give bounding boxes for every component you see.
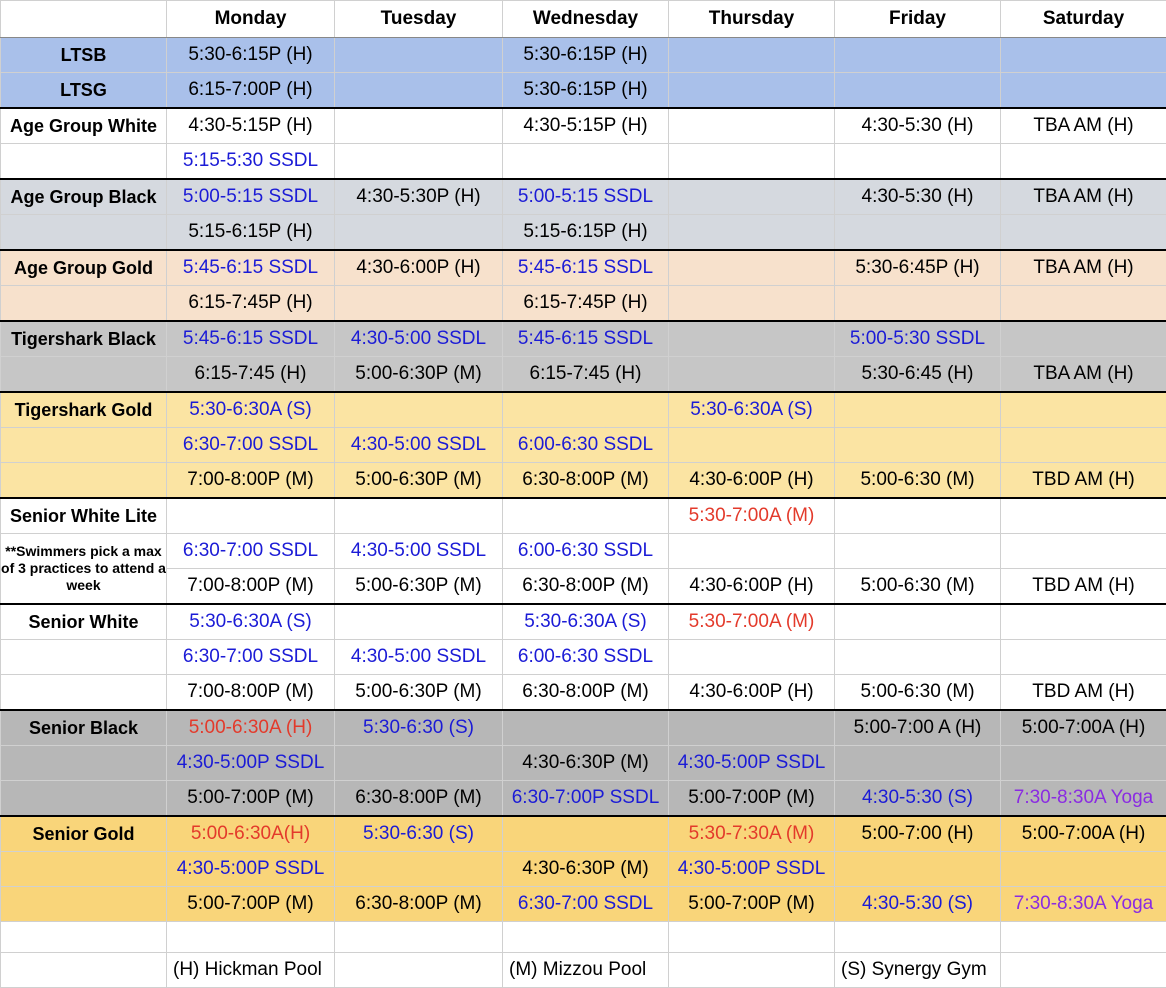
session-cell[interactable]: 5:00-7:00P (M) — [669, 781, 835, 817]
cell[interactable] — [835, 604, 1001, 640]
cell[interactable] — [335, 108, 503, 144]
session-cell[interactable]: 5:30-6:15P (H) — [503, 73, 669, 109]
schedule-row — [1, 463, 1166, 499]
cell[interactable] — [1, 463, 167, 499]
session-cell[interactable]: TBD AM (H) — [1001, 569, 1166, 605]
cell[interactable] — [835, 498, 1001, 534]
cell[interactable] — [1001, 215, 1166, 251]
session-cell[interactable]: 6:30-7:00 SSDL — [167, 534, 335, 569]
header-cell-monday[interactable]: Monday — [167, 1, 335, 38]
session-cell[interactable]: 5:00-6:30P (M) — [335, 675, 503, 711]
cell[interactable] — [1001, 428, 1166, 463]
session-cell[interactable]: 5:30-7:30A (M) — [669, 816, 835, 852]
session-cell[interactable]: 4:30-5:15P (H) — [167, 108, 335, 144]
session-cell[interactable]: 5:30-6:30A (S) — [669, 392, 835, 428]
session-cell[interactable]: 5:00-6:30 (M) — [835, 463, 1001, 499]
cell[interactable] — [167, 498, 335, 534]
cell[interactable] — [669, 73, 835, 109]
session-cell[interactable]: 4:30-5:00 SSDL — [335, 534, 503, 569]
cell[interactable] — [669, 710, 835, 746]
session-cell[interactable]: 4:30-5:30 (S) — [835, 781, 1001, 817]
header-cell-wednesday[interactable]: Wednesday — [503, 1, 669, 38]
session-cell[interactable]: 4:30-6:00P (H) — [669, 569, 835, 605]
cell[interactable] — [503, 710, 669, 746]
cell[interactable] — [669, 38, 835, 73]
group-label[interactable]: Senior Black — [1, 710, 167, 746]
session-cell[interactable]: 5:45-6:15 SSDL — [503, 321, 669, 357]
session-cell[interactable]: 4:30-6:00P (H) — [669, 675, 835, 711]
session-cell[interactable]: 5:15-5:30 SSDL — [167, 144, 335, 180]
session-cell[interactable]: TBA AM (H) — [1001, 250, 1166, 286]
session-cell[interactable]: 5:00-5:15 SSDL — [167, 179, 335, 215]
session-cell[interactable]: 5:00-6:30P (M) — [335, 569, 503, 605]
cell[interactable] — [669, 922, 835, 953]
header-cell-friday[interactable]: Friday — [835, 1, 1001, 38]
cell[interactable] — [669, 286, 835, 322]
cell[interactable] — [1001, 534, 1166, 569]
session-cell[interactable]: 5:30-6:45 (H) — [835, 357, 1001, 393]
cell[interactable] — [1001, 498, 1166, 534]
header-cell-saturday[interactable]: Saturday — [1001, 1, 1166, 38]
schedule-row — [1, 710, 1166, 746]
cell[interactable] — [835, 73, 1001, 109]
cell[interactable] — [835, 38, 1001, 73]
group-label[interactable]: Age Group Gold — [1, 250, 167, 286]
schedule-row — [1, 428, 1166, 463]
session-cell[interactable]: 6:15-7:45 (H) — [503, 357, 669, 393]
cell[interactable] — [1001, 321, 1166, 357]
session-cell[interactable]: 5:00-6:30P (M) — [335, 463, 503, 499]
session-cell[interactable]: 5:45-6:15 SSDL — [167, 321, 335, 357]
cell[interactable] — [1, 675, 167, 711]
schedule-row — [1, 215, 1166, 251]
cell[interactable] — [1001, 144, 1166, 180]
session-cell[interactable]: 4:30-6:30P (M) — [503, 746, 669, 781]
group-label[interactable]: Senior White — [1, 604, 167, 640]
session-cell[interactable]: 6:00-6:30 SSDL — [503, 534, 669, 569]
cell[interactable] — [669, 321, 835, 357]
session-cell[interactable]: 4:30-5:00P SSDL — [167, 746, 335, 781]
session-cell[interactable]: 5:00-7:00A (H) — [1001, 710, 1166, 746]
schedule-row — [1, 675, 1166, 711]
header-cell-tuesday[interactable]: Tuesday — [335, 1, 503, 38]
cell[interactable] — [503, 922, 669, 953]
schedule-row — [1, 604, 1166, 640]
session-cell[interactable]: TBA AM (H) — [1001, 357, 1166, 393]
schedule-row — [1, 816, 1166, 852]
cell[interactable] — [335, 498, 503, 534]
schedule-row — [1, 852, 1166, 887]
session-cell[interactable]: 5:00-5:15 SSDL — [503, 179, 669, 215]
cell[interactable] — [1001, 604, 1166, 640]
cell[interactable] — [835, 852, 1001, 887]
session-cell[interactable]: 5:30-6:30A (S) — [167, 604, 335, 640]
cell[interactable] — [335, 746, 503, 781]
schedule-row — [1, 144, 1166, 180]
schedule-row — [1, 73, 1166, 109]
group-label[interactable]: Tigershark Black — [1, 321, 167, 357]
session-cell[interactable]: 6:00-6:30 SSDL — [503, 428, 669, 463]
session-cell[interactable]: 5:00-7:00 (H) — [835, 816, 1001, 852]
cell[interactable] — [835, 286, 1001, 322]
cell[interactable] — [1001, 392, 1166, 428]
session-cell[interactable]: 6:15-7:45P (H) — [167, 286, 335, 322]
cell[interactable] — [1, 357, 167, 393]
session-cell[interactable]: 6:00-6:30 SSDL — [503, 640, 669, 675]
cell[interactable] — [669, 179, 835, 215]
cell[interactable] — [1, 887, 167, 922]
cell[interactable] — [835, 428, 1001, 463]
session-cell[interactable]: 5:00-6:30 (M) — [835, 569, 1001, 605]
session-cell[interactable]: 5:00-7:00P (M) — [167, 887, 335, 922]
session-cell[interactable]: 5:30-6:30A (S) — [167, 392, 335, 428]
group-label[interactable]: Senior White Lite — [1, 498, 167, 534]
cell[interactable] — [669, 357, 835, 393]
header-cell-corner[interactable] — [1, 1, 167, 38]
schedule-row — [1, 38, 1166, 73]
header-cell-thursday[interactable]: Thursday — [669, 1, 835, 38]
session-cell[interactable]: 6:15-7:00P (H) — [167, 73, 335, 109]
cell[interactable] — [1, 852, 167, 887]
cell[interactable] — [669, 953, 835, 988]
legend-row — [1, 953, 1166, 988]
schedule-body — [1, 1, 1166, 922]
schedule-row — [1, 569, 1166, 605]
group-label[interactable]: Tigershark Gold — [1, 392, 167, 428]
session-cell[interactable]: 6:30-8:00P (M) — [503, 569, 669, 605]
session-cell[interactable]: 4:30-5:30 (H) — [835, 179, 1001, 215]
cell[interactable] — [503, 392, 669, 428]
session-cell[interactable]: 5:00-6:30P (M) — [335, 357, 503, 393]
session-cell[interactable]: 6:30-8:00P (M) — [503, 463, 669, 499]
session-cell[interactable]: 4:30-5:15P (H) — [503, 108, 669, 144]
session-cell[interactable]: 5:45-6:15 SSDL — [167, 250, 335, 286]
cell[interactable] — [503, 816, 669, 852]
cell[interactable] — [835, 392, 1001, 428]
cell[interactable] — [669, 534, 835, 569]
session-cell[interactable]: 6:30-8:00P (M) — [335, 887, 503, 922]
cell[interactable] — [335, 953, 503, 988]
schedule-row — [1, 250, 1166, 286]
group-label[interactable]: Senior Gold — [1, 816, 167, 852]
group-label[interactable]: Age Group White — [1, 108, 167, 144]
cell[interactable] — [1, 746, 167, 781]
cell[interactable] — [335, 392, 503, 428]
session-cell[interactable]: TBD AM (H) — [1001, 675, 1166, 711]
session-cell[interactable]: 5:00-6:30A (H) — [167, 710, 335, 746]
cell[interactable] — [503, 498, 669, 534]
cell[interactable] — [835, 640, 1001, 675]
schedule-row — [1, 746, 1166, 781]
cell[interactable] — [1001, 73, 1166, 109]
cell[interactable] — [669, 428, 835, 463]
cell[interactable] — [669, 250, 835, 286]
session-cell[interactable]: 7:00-8:00P (M) — [167, 569, 335, 605]
session-cell[interactable]: 7:30-8:30A Yoga — [1001, 887, 1166, 922]
session-cell[interactable]: TBA AM (H) — [1001, 108, 1166, 144]
schedule-row — [1, 781, 1166, 817]
cell[interactable] — [1, 953, 167, 988]
session-cell[interactable]: 4:30-6:30P (M) — [503, 852, 669, 887]
cell[interactable] — [1001, 38, 1166, 73]
cell[interactable] — [669, 215, 835, 251]
header-row — [1, 1, 1166, 38]
session-cell[interactable]: TBD AM (H) — [1001, 463, 1166, 499]
session-cell[interactable]: 5:30-6:15P (H) — [503, 38, 669, 73]
session-cell[interactable]: 5:00-6:30A(H) — [167, 816, 335, 852]
session-cell[interactable]: 5:45-6:15 SSDL — [503, 250, 669, 286]
session-cell[interactable]: 4:30-5:00P SSDL — [669, 746, 835, 781]
session-cell[interactable]: 4:30-5:30 (S) — [835, 887, 1001, 922]
cell[interactable] — [167, 922, 335, 953]
session-cell[interactable]: 6:15-7:45P (H) — [503, 286, 669, 322]
cell[interactable] — [669, 144, 835, 180]
cell[interactable] — [503, 144, 669, 180]
session-cell[interactable]: 5:00-7:00P (M) — [669, 887, 835, 922]
cell[interactable] — [1, 428, 167, 463]
session-cell[interactable]: 5:30-6:45P (H) — [835, 250, 1001, 286]
cell[interactable] — [1, 781, 167, 817]
cell[interactable] — [1, 286, 167, 322]
schedule-row — [1, 108, 1166, 144]
cell[interactable] — [1001, 852, 1166, 887]
session-cell[interactable]: 4:30-5:30P (H) — [335, 179, 503, 215]
session-cell[interactable]: 6:30-7:00 SSDL — [167, 640, 335, 675]
legend-synergy[interactable]: (S) Synergy Gym — [835, 953, 1001, 988]
session-cell[interactable]: 5:00-6:30 (M) — [835, 675, 1001, 711]
cell[interactable] — [335, 73, 503, 109]
session-cell[interactable]: 6:30-7:00 SSDL — [167, 428, 335, 463]
blank-row — [1, 922, 1166, 953]
session-cell[interactable]: 6:30-7:00P SSDL — [503, 781, 669, 817]
cell[interactable] — [335, 215, 503, 251]
cell[interactable] — [1001, 953, 1166, 988]
cell[interactable] — [835, 215, 1001, 251]
schedule-row — [1, 392, 1166, 428]
group-label[interactable]: Age Group Black — [1, 179, 167, 215]
cell[interactable] — [835, 922, 1001, 953]
cell[interactable] — [335, 922, 503, 953]
session-cell[interactable]: 4:30-5:00 SSDL — [335, 640, 503, 675]
schedule-row — [1, 179, 1166, 215]
cell[interactable] — [835, 144, 1001, 180]
cell[interactable] — [835, 534, 1001, 569]
session-cell[interactable]: 4:30-5:00 SSDL — [335, 428, 503, 463]
session-cell[interactable]: 5:15-6:15P (H) — [167, 215, 335, 251]
session-cell[interactable]: 7:00-8:00P (M) — [167, 675, 335, 711]
legend-mizzou[interactable]: (M) Mizzou Pool — [503, 953, 669, 988]
session-cell[interactable]: 5:00-5:30 SSDL — [835, 321, 1001, 357]
schedule-row — [1, 498, 1166, 534]
cell[interactable] — [1001, 746, 1166, 781]
cell[interactable] — [335, 144, 503, 180]
schedule-row — [1, 887, 1166, 922]
session-cell[interactable]: 5:00-7:00A (H) — [1001, 816, 1166, 852]
session-cell[interactable]: 5:30-6:15P (H) — [167, 38, 335, 73]
session-cell[interactable]: 7:00-8:00P (M) — [167, 463, 335, 499]
cell[interactable] — [1001, 922, 1166, 953]
session-cell[interactable]: 4:30-6:00P (H) — [335, 250, 503, 286]
cell[interactable] — [669, 108, 835, 144]
session-cell[interactable]: 6:30-8:00P (M) — [335, 781, 503, 817]
session-cell[interactable]: 5:00-7:00P (M) — [167, 781, 335, 817]
cell[interactable] — [335, 852, 503, 887]
cell[interactable] — [1, 922, 167, 953]
group-label[interactable]: LTSB — [1, 38, 167, 73]
session-cell[interactable]: 6:15-7:45 (H) — [167, 357, 335, 393]
cell[interactable] — [1001, 640, 1166, 675]
cell[interactable] — [1, 144, 167, 180]
schedule-row — [1, 640, 1166, 675]
session-cell[interactable]: 6:30-7:00 SSDL — [503, 887, 669, 922]
schedule-row — [1, 286, 1166, 322]
session-cell[interactable]: 5:00-7:00 A (H) — [835, 710, 1001, 746]
session-cell[interactable]: TBA AM (H) — [1001, 179, 1166, 215]
group-label[interactable]: LTSG — [1, 73, 167, 109]
session-cell[interactable]: 4:30-6:00P (H) — [669, 463, 835, 499]
session-cell[interactable]: 7:30-8:30A Yoga — [1001, 781, 1166, 817]
legend-hickman[interactable]: (H) Hickman Pool — [167, 953, 335, 988]
session-cell[interactable]: 5:15-6:15P (H) — [503, 215, 669, 251]
cell[interactable] — [335, 38, 503, 73]
cell[interactable] — [1, 215, 167, 251]
session-cell[interactable]: 5:30-7:00A (M) — [669, 604, 835, 640]
session-cell[interactable]: 5:30-7:00A (M) — [669, 498, 835, 534]
cell[interactable] — [1001, 286, 1166, 322]
schedule-row — [1, 534, 1166, 569]
session-cell[interactable]: 4:30-5:30 (H) — [835, 108, 1001, 144]
session-cell[interactable]: 5:30-6:30A (S) — [503, 604, 669, 640]
cell[interactable] — [1, 640, 167, 675]
schedule-row — [1, 321, 1166, 357]
session-cell[interactable]: 4:30-5:00P SSDL — [669, 852, 835, 887]
cell[interactable] — [335, 286, 503, 322]
cell[interactable] — [669, 640, 835, 675]
session-cell[interactable]: 6:30-8:00P (M) — [503, 675, 669, 711]
schedule-row — [1, 357, 1166, 393]
cell[interactable] — [335, 604, 503, 640]
group-note[interactable]: **Swimmers pick a max of 3 practices to attend a week — [1, 534, 167, 605]
session-cell[interactable]: 4:30-5:00P SSDL — [167, 852, 335, 887]
session-cell[interactable]: 4:30-5:00 SSDL — [335, 321, 503, 357]
session-cell[interactable]: 5:30-6:30 (S) — [335, 816, 503, 852]
session-cell[interactable]: 5:30-6:30 (S) — [335, 710, 503, 746]
cell[interactable] — [835, 746, 1001, 781]
